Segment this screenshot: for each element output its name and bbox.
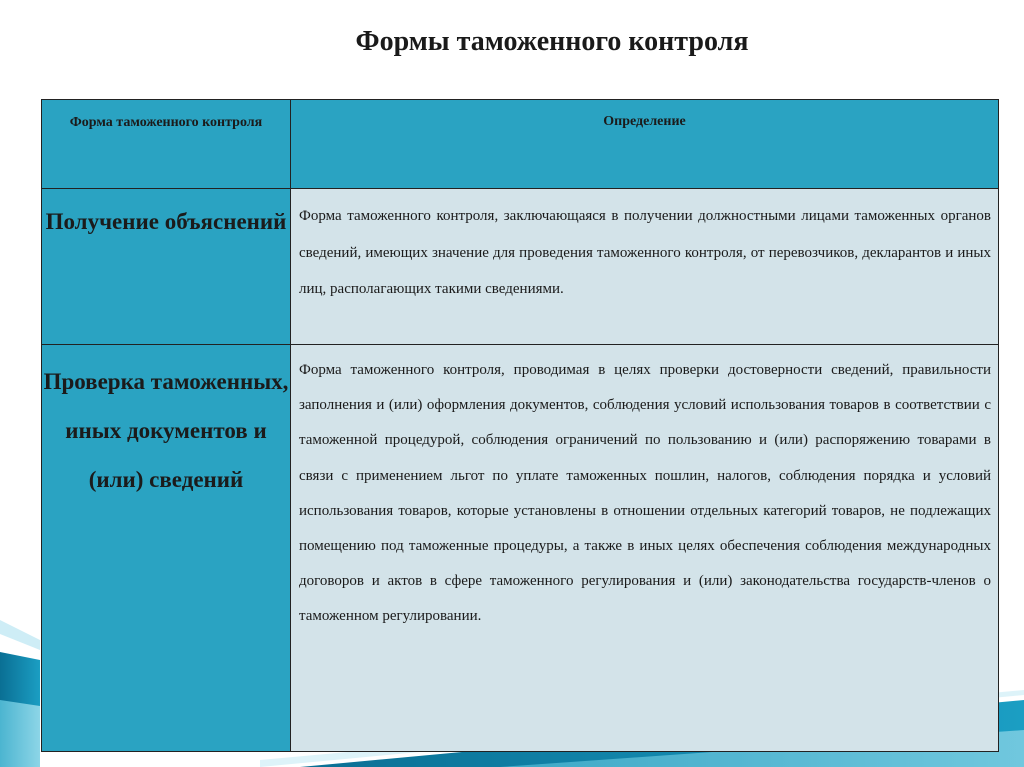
header-cell-form (42, 100, 291, 189)
table-row (42, 345, 999, 752)
page-title: Формы таможенного контроля (355, 26, 749, 57)
form-cell: Проверка таможенных, иных документов и (или) сведений (42, 345, 291, 752)
customs-control-forms-table (41, 99, 999, 752)
definition-cell: Форма таможенного контроля, заключающаяся в получении должностными лицами таможенных органов сведений, имеющих значение для проведения таможенного контроля, от перевозчиков, декларантов и иных лиц, располагающих такими сведениями. (291, 189, 999, 345)
definition-cell: Форма таможенного контроля, проводимая в целях проверки достоверности сведений, правильности заполнения и (или) оформления документов, соблюдения условий использования товаров в соответствии с таможенной процедурой, соблюдения ограничений по пользованию и (или) распоряжению товарами в связи с применением льгот по уплате таможенных пошлин, налогов, соблюдения порядка и условий использования товаров, которые установлены в отношении отдельных категорий товаров, не подлежащих помещению под таможенные процедуры, а также в иных целях обеспечения соблюдения международных договоров и актов в сфере таможенного регулирования и (или) законодательства государств-членов о таможенном регулировании. (291, 345, 999, 752)
table-row (42, 189, 999, 345)
header-form-label: Форма таможенного контроля (69, 115, 263, 130)
table-header-row (42, 100, 999, 189)
header-cell-definition (291, 100, 999, 189)
header-definition-label: Определение (603, 114, 686, 129)
form-cell: Получение объяснений (42, 189, 291, 345)
